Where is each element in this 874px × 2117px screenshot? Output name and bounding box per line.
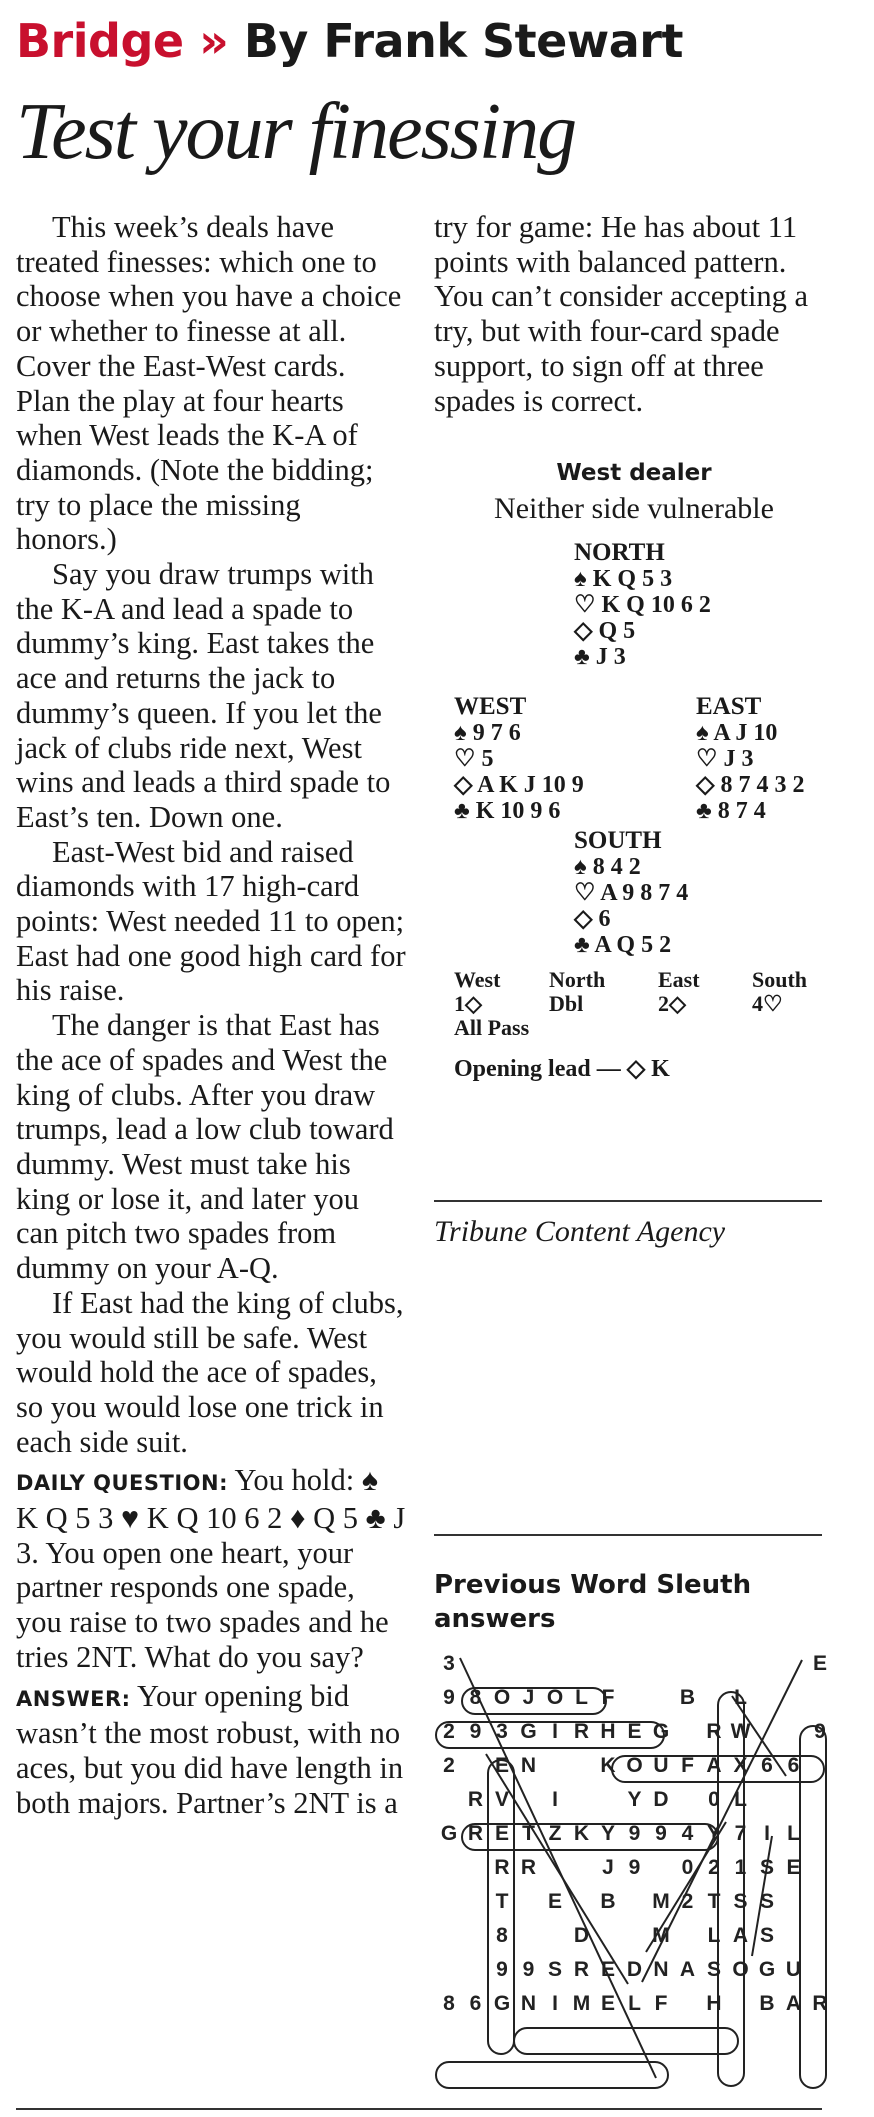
answer-loop: [800, 1726, 826, 2088]
vulnerability-label: Neither side vulnerable: [494, 492, 774, 526]
hand-west: [454, 694, 584, 824]
grid-letter: H: [706, 1992, 722, 2015]
diamonds-holding: ◇ A K J 10 9: [454, 772, 584, 799]
grid-letter: 9: [443, 1686, 455, 1709]
grid-letter: R: [467, 1788, 484, 1811]
hand-north: [574, 540, 711, 670]
grid-letter: S: [706, 1958, 722, 1981]
grid-letter: Y: [600, 1822, 616, 1845]
section-label: Bridge: [16, 14, 184, 68]
grid-letter: D: [626, 1958, 643, 1981]
word-sleuth-svg: [432, 1646, 828, 2090]
grid-letter: 8: [443, 1992, 455, 2015]
clubs-holding: ♣ J 3: [574, 644, 626, 671]
grid-letter: E: [627, 1720, 642, 1743]
spades-holding: ♠ 8 4 2: [574, 854, 641, 881]
auction-bid: 1◇: [454, 991, 482, 1017]
grid-letter: A: [785, 1992, 802, 2015]
grid-letter: G: [758, 1958, 776, 1981]
grid-letter: F: [654, 1992, 668, 2015]
grid-letter: L: [787, 1822, 800, 1845]
grid-letter: O: [546, 1686, 564, 1709]
hand-name: WEST: [454, 693, 527, 721]
hearts-holding: ♡ K Q 10 6 2: [574, 592, 711, 619]
daily-question: [16, 1463, 406, 1674]
grid-letter: R: [573, 1958, 590, 1981]
grid-letter: 2: [708, 1856, 720, 1879]
grid-letter: G: [652, 1720, 670, 1743]
grid-letter: F: [681, 1754, 694, 1777]
grid-letter: R: [706, 1720, 722, 1743]
grid-letter: U: [785, 1958, 802, 1981]
answer-loop: [718, 1692, 744, 2086]
grid-letter: K: [600, 1754, 616, 1777]
grid-letter: L: [628, 1992, 641, 2015]
body-paragraph: The danger is that East has the ace of spades and West the king of clubs. After you draw trumps, lead a low club toward dummy. West must take his king or lose it, and later you can pitch two spades from dummy on your A-Q.: [16, 1008, 394, 1286]
grid-letter: U: [653, 1754, 669, 1777]
grid-letter: G: [520, 1720, 537, 1743]
body-paragraph: Say you draw trumps with the K-A and lead a spade to dummy’s king. East takes the ace and returns the jack to dummy’s queen. If you let the jack of clubs ride next, West wins and leads a third spade to East’s ten. Down one.: [16, 557, 391, 834]
grid-letter: N: [520, 1754, 537, 1777]
answer-loop: [436, 2062, 668, 2088]
grid-letter: 0: [708, 1788, 720, 1811]
grid-letter: R: [812, 1992, 828, 2015]
grid-letter: S: [547, 1958, 563, 1981]
grid-letter: 0: [681, 1856, 694, 1879]
grid-letter: A: [732, 1924, 749, 1947]
word-sleuth-grid: [432, 1646, 828, 2090]
grid-letter: 9: [628, 1856, 641, 1879]
grid-letter: G: [493, 1992, 511, 2015]
grid-letter: T: [707, 1890, 721, 1913]
grid-letter: A: [706, 1754, 722, 1777]
grid-letter: V: [494, 1788, 510, 1811]
grid-letter: O: [732, 1958, 749, 1981]
grid-letter: 6: [787, 1754, 800, 1777]
auction-header: West: [454, 967, 501, 993]
grid-letter: D: [653, 1788, 669, 1811]
grid-letter: Y: [627, 1788, 642, 1811]
grid-letter: L: [707, 1924, 721, 1947]
grid-letter: 2: [443, 1754, 455, 1777]
grid-letter: M: [572, 1992, 591, 2015]
spades-holding: ♠ A J 10: [696, 720, 778, 747]
article-body-right: [434, 210, 834, 1086]
grid-letter: L: [734, 1788, 747, 1811]
clubs-holding: ♣ A Q 5 2: [574, 932, 672, 959]
grid-letter: 9: [814, 1720, 826, 1743]
answer: [16, 1679, 406, 1821]
clubs-holding: ♣ 8 7 4: [696, 798, 766, 825]
grid-letter: B: [759, 1992, 775, 2015]
grid-letter: 9: [522, 1958, 535, 1981]
grid-letter: J: [522, 1686, 535, 1709]
grid-letter: 9: [655, 1822, 667, 1845]
spades-holding: ♠ K Q 5 3: [574, 566, 673, 593]
hearts-holding: ♡ A 9 8 7 4: [574, 880, 689, 907]
grid-letter: L: [734, 1686, 747, 1709]
hand-name: NORTH: [574, 539, 665, 567]
grid-letter: 8: [496, 1924, 508, 1947]
spades-holding: ♠ 9 7 6: [454, 720, 521, 747]
hand-east: [696, 694, 804, 824]
grid-letter: K: [573, 1822, 590, 1845]
daily-question-text: You hold: ♠ K Q 5 3 ♥ K Q 10 6 2 ♦ Q 5 ♣ J 3. You open one heart, your partner responds one spade, you raise to two spades and he tries 2NT. What do you say?: [16, 1463, 406, 1674]
grid-letter: E: [600, 1992, 616, 2015]
answer-text: Your opening bid wasn’t the most robust, with no aces, but you did have length in both majors. Partner’s 2NT is a: [16, 1678, 404, 1820]
body-paragraph: If East had the king of clubs, you would still be safe. West would hold the ace of spades, so you would lose one trick in each side suit.: [16, 1285, 404, 1459]
daily-question-label: DAILY QUESTION:: [16, 1471, 228, 1496]
grid-letter: E: [494, 1822, 510, 1845]
grid-letter: 3: [496, 1720, 508, 1743]
diamonds-holding: ◇ 8 7 4 3 2: [696, 772, 805, 799]
article-body-left: [16, 210, 406, 1820]
grid-letter: 6: [469, 1992, 482, 2015]
grid-letter: M: [652, 1924, 670, 1947]
grid-letter: E: [547, 1890, 563, 1913]
grid-letter: B: [600, 1890, 616, 1913]
hearts-holding: ♡ J 3: [696, 746, 754, 773]
grid-letter: R: [494, 1856, 510, 1879]
divider: [434, 1200, 822, 1202]
grid-letter: S: [759, 1856, 775, 1879]
grid-letter: L: [575, 1686, 588, 1709]
grid-letter: 4: [681, 1822, 694, 1845]
byline: By Frank Stewart: [243, 14, 683, 68]
divider: [434, 1534, 822, 1536]
grid-letter: D: [573, 1924, 590, 1947]
grid-letter: R: [520, 1856, 537, 1879]
grid-letter: O: [493, 1686, 511, 1709]
grid-letter: I: [764, 1822, 770, 1845]
hand-name: SOUTH: [574, 827, 662, 855]
grid-letter: Z: [548, 1822, 562, 1845]
grid-letter: T: [495, 1890, 509, 1913]
diamonds-holding: ◇ 6: [574, 906, 611, 933]
grid-letter: 6: [761, 1754, 773, 1777]
dealer-label: West dealer: [556, 460, 712, 487]
grid-letter: T: [522, 1822, 535, 1845]
hearts-holding: ♡ 5: [454, 746, 494, 773]
grid-letter: R: [573, 1720, 590, 1743]
answer-label: ANSWER:: [16, 1686, 131, 1711]
credit-line: Tribune Content Agency: [434, 1215, 726, 1248]
grid-letter: I: [552, 1788, 558, 1811]
hand-south: [574, 828, 688, 958]
grid-letter: E: [812, 1652, 828, 1675]
grid-letter: 2: [443, 1720, 455, 1743]
body-paragraph: try for game: He has about 11 points with balanced pattern. You can’t consider accepting a try, but with four-card spade support, to sign off at three spades is correct.: [434, 210, 809, 418]
puzzle-title: Previous Word Sleuth answers: [434, 1570, 752, 1634]
body-paragraph: East-West bid and raised diamonds with 17 high-card points: West needed 11 to open; East had one good high card for his raise.: [16, 834, 406, 1008]
grid-letter: S: [759, 1924, 775, 1947]
grid-letter: 2: [681, 1890, 694, 1913]
section-separator: »: [199, 14, 229, 68]
grid-letter: E: [494, 1754, 510, 1777]
grid-letter: 8: [469, 1686, 482, 1709]
answer-loop: [514, 2028, 738, 2054]
grid-letter: O: [626, 1754, 643, 1777]
auction-final: All Pass: [454, 1015, 530, 1041]
clubs-holding: ♣ K 10 9 6: [454, 798, 561, 825]
grid-letter: F: [601, 1686, 615, 1709]
auction-table: [454, 968, 834, 1048]
column-header: [16, 14, 683, 68]
divider: [16, 2108, 822, 2110]
grid-letter: X: [733, 1754, 748, 1777]
grid-letter: G: [440, 1822, 458, 1845]
body-paragraph: This week’s deals have treated finesses: which one to choose when you have a choice or whether to finesse at all. Cover the East-West cards. Plan the play at four hearts when West leads the K-A of diamonds. (Note the bidding; try to place the missing honors.): [16, 210, 402, 557]
article-title: Test your finessing: [16, 88, 576, 176]
hand-name: EAST: [696, 693, 762, 721]
grid-letter: Y: [706, 1822, 722, 1845]
grid-letter: W: [730, 1720, 751, 1743]
opening-lead: Opening lead — ◇ K: [454, 1056, 670, 1083]
grid-letter: 9: [628, 1822, 641, 1845]
grid-letter: 7: [734, 1822, 747, 1845]
grid-letter: N: [653, 1958, 669, 1981]
grid-letter: 3: [443, 1652, 455, 1675]
auction-header: East: [658, 967, 700, 993]
grid-letter: S: [733, 1890, 748, 1913]
grid-letter: H: [600, 1720, 616, 1743]
grid-letters: [441, 1652, 828, 2015]
auction-bid: 2◇: [658, 991, 686, 1017]
grid-letter: N: [520, 1992, 537, 2015]
auction-header: South: [752, 967, 808, 993]
bridge-diagram: [434, 526, 834, 1086]
grid-letter: E: [600, 1958, 616, 1981]
grid-letter: 9: [469, 1720, 482, 1743]
auction-bid: Dbl: [549, 991, 584, 1017]
grid-letter: M: [652, 1890, 670, 1913]
grid-letter: E: [786, 1856, 801, 1879]
grid-letter: B: [679, 1686, 696, 1709]
grid-letter: A: [679, 1958, 696, 1981]
grid-letter: I: [552, 1992, 558, 2015]
auction-header: North: [549, 967, 606, 993]
diamonds-holding: ◇ Q 5: [574, 618, 636, 645]
grid-letter: J: [602, 1856, 614, 1879]
grid-letter: 9: [496, 1958, 508, 1981]
grid-letter: I: [552, 1720, 558, 1743]
auction-bid: 4♡: [752, 991, 783, 1017]
grid-letter: R: [467, 1822, 484, 1845]
grid-letter: 1: [734, 1856, 747, 1879]
grid-letter: S: [759, 1890, 775, 1913]
